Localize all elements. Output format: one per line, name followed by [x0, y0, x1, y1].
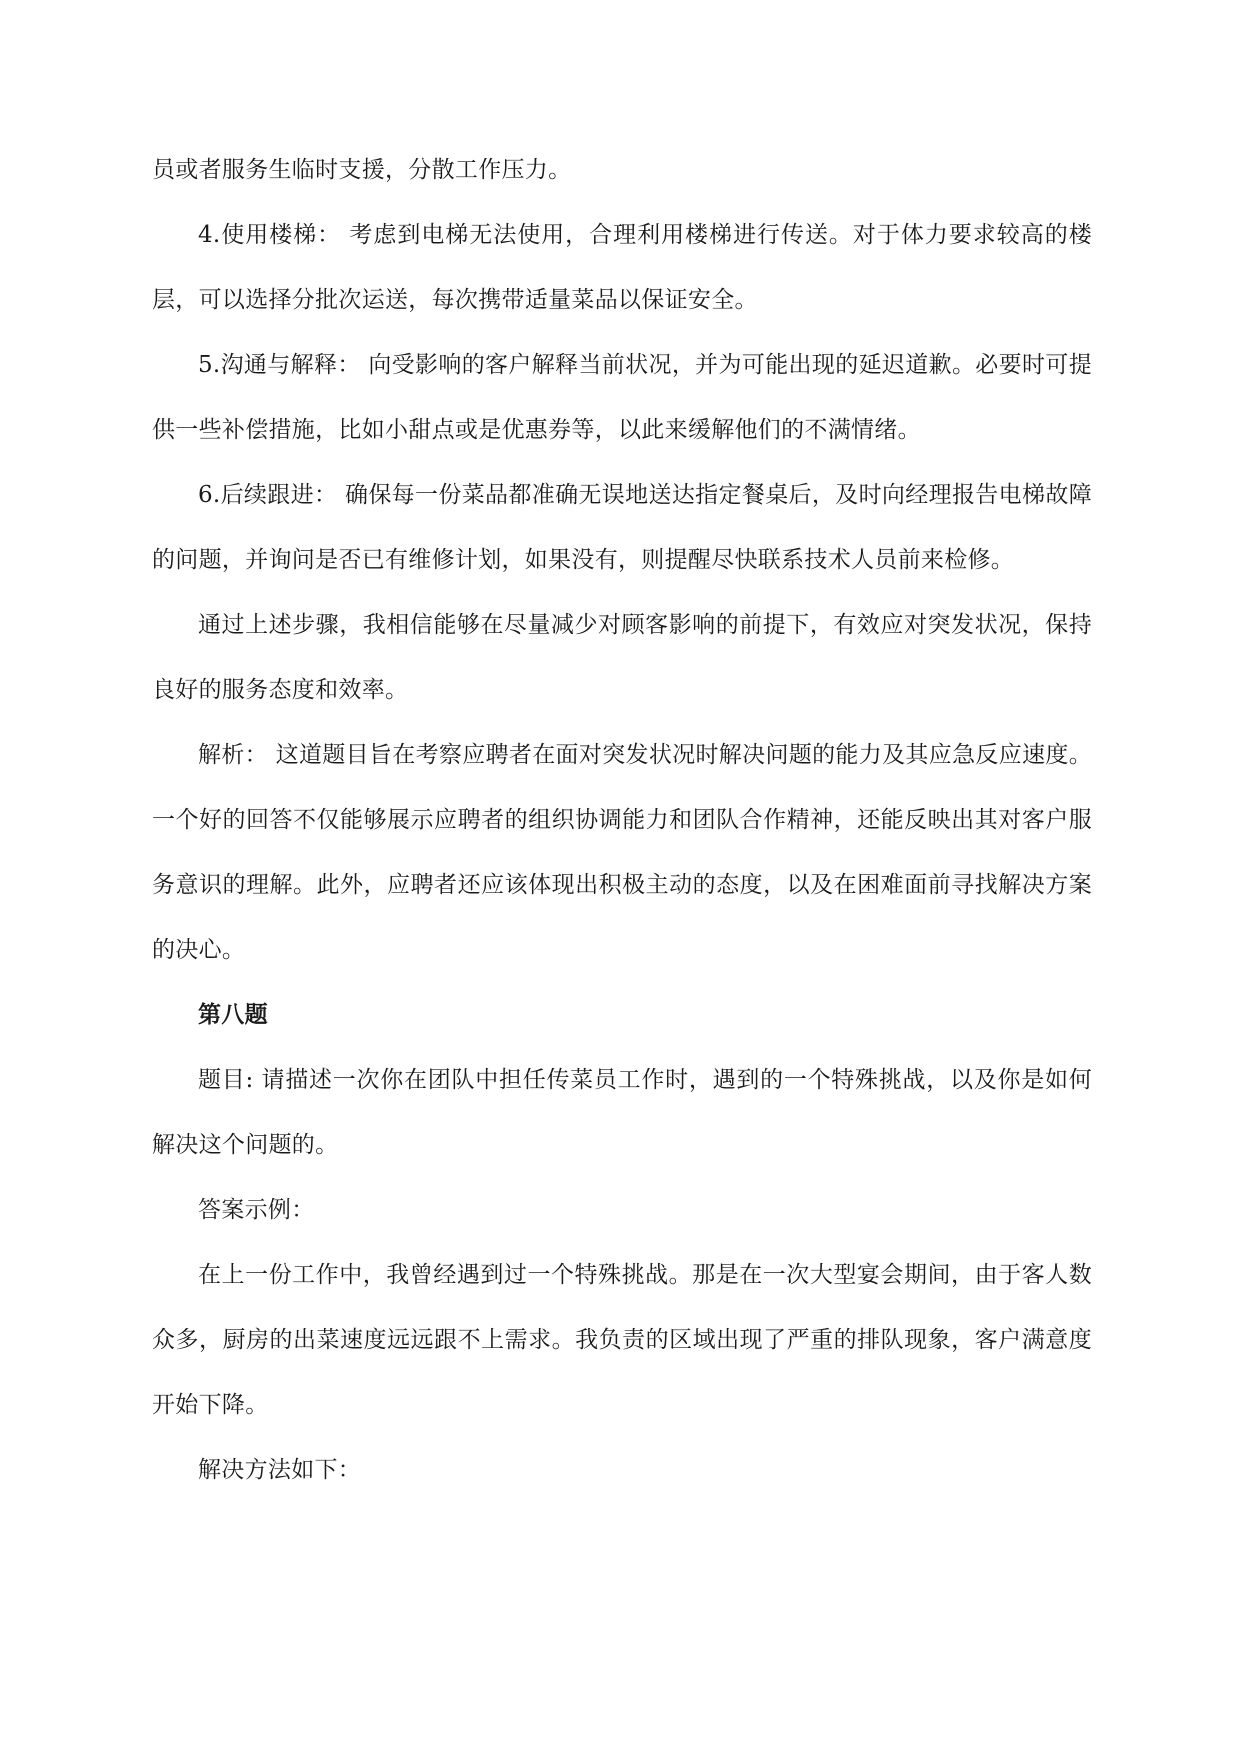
answer-paragraph: 在上一份工作中，我曾经遇到过一个特殊挑战。那是在一次大型宴会期间，由于客人数众多，厨房的出菜速度远远跟不上需求。我负责的区域出现了严重的排队现象，客户满意度开始下降。 — [152, 1262, 1092, 1418]
answer-solution-intro: 解决方法如下： — [198, 1457, 362, 1483]
question-paragraph: 题目: 请描述一次你在团队中担任传菜员工作时，遇到的一个特殊挑战，以及你是如何解决这个问题的。 — [152, 1067, 1092, 1158]
paragraph-continuation: 员或者服务生临时支援，分散工作压力。 — [152, 157, 572, 183]
paragraph-step-4: 4.使用楼梯： 考虑到电梯无法使用，合理利用楼梯进行传送。对于体力要求较高的楼层，可以选择分批次运送，每次携带适量菜品以保证安全。 — [152, 222, 1092, 313]
paragraph-conclusion: 通过上述步骤，我相信能够在尽量减少对顾客影响的前提下，有效应对突发状况，保持良好的服务态度和效率。 — [152, 612, 1092, 703]
paragraph-analysis: 解析： 这道题目旨在考察应聘者在面对突发状况时解决问题的能力及其应急反应速度。一个好的回答不仅能够展示应聘者的组织协调能力和团队合作精神，还能反映出其对客户服务意识的理解。此外，应聘者还应该体现出积极主动的态度，以及在困难面前寻找解决方案的决心。 — [152, 742, 1092, 963]
paragraph-step-6: 6.后续跟进： 确保每一份菜品都准确无误地送达指定餐桌后，及时向经理报告电梯故障的问题，并询问是否已有维修计划，如果没有，则提醒尽快联系技术人员前来检修。 — [152, 482, 1092, 573]
section-heading: 第八题 — [198, 1002, 268, 1028]
paragraph-step-5: 5.沟通与解释： 向受影响的客户解释当前状况，并为可能出现的延迟道歉。必要时可提供一些补偿措施，比如小甜点或是优惠券等，以此来缓解他们的不满情绪。 — [152, 352, 1092, 443]
answer-label: 答案示例： — [198, 1197, 315, 1223]
document-body — [152, 138, 1092, 1503]
